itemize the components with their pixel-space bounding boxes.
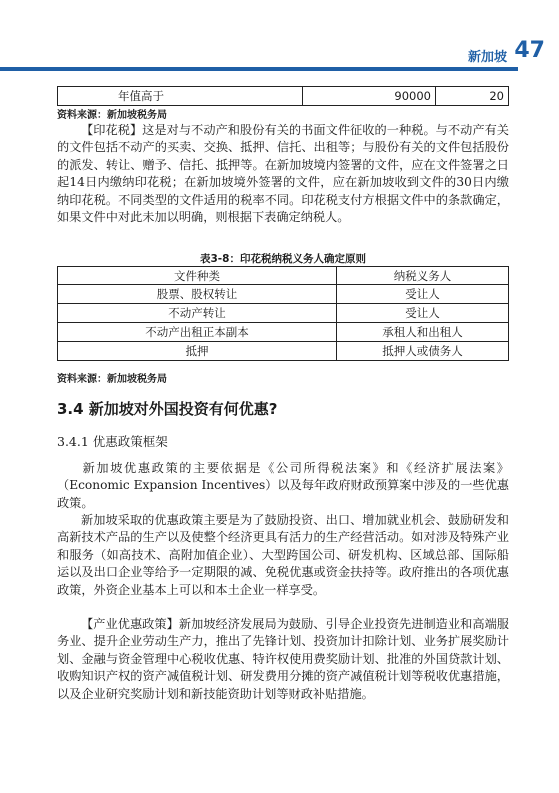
paragraph-policy-goals: [57, 512, 509, 599]
source-note: 资料来源：新加坡税务局: [57, 110, 167, 121]
chapter-title: 新加坡: [467, 50, 507, 65]
table-cell-value: 90000: [303, 87, 436, 106]
table-cell: 不动产转让: [58, 304, 337, 323]
table-cell: 承租人和出租人: [337, 323, 509, 342]
table-row: [58, 304, 509, 323]
section-heading: 3.4 新加坡对外国投资有何优惠?: [57, 400, 278, 418]
paragraph-text: 新加坡采取的优惠政策主要是为了鼓励投资、出口、增加就业机会、鼓励研发和高新技术产品的生产以及使整个经济更具有活力的生产经营活动。如对涉及特殊产业和服务（如高技术、高附加值企业）、大型跨国公司、研发机构、区域总部、国际船运以及出口企业等给予一定期限的减、免税优惠或资金扶持等。政府推出的各项优惠政策，外资企业基本上可以和本土企业一样享受。: [57, 513, 509, 597]
stamp-duty-paragraph: [57, 122, 509, 226]
page-number: 47: [514, 38, 545, 63]
table-cell: 抵押人或债务人: [337, 342, 509, 361]
table-header-cell: 文件种类: [58, 267, 337, 285]
paragraph-industry-incentives: [57, 616, 509, 703]
table-cell: 不动产出租正本副本: [58, 323, 337, 342]
table-header-cell: 纳税义务人: [337, 267, 509, 285]
paragraph-text: 【印花税】这是对与不动产和股份有关的书面文件征收的一种税。与不动产有关的文件包括不动产的买卖、交换、抵押、信托、出租等；与股份有关的文件包括股份的派发、转让、赠予、信托、抵押等。在新加坡境内签署的文件，应在文件签署之日起14日内缴纳印花税；在新加坡境外签署的文件，应在新加坡收到文件的30日内缴纳印花税。不同类型的文件适用的税率不同。印花税支付方根据文件中的条款确定，如果文件中对此未加以明确，则根据下表确定纳税人。: [57, 123, 509, 225]
table-caption: 表3-8：印花税纳税义务人确定原则: [200, 253, 366, 265]
table-cell: 股票、股权转让: [58, 285, 337, 304]
table-row: [58, 87, 509, 106]
subsection-heading: 3.4.1 优惠政策框架: [57, 434, 168, 449]
table-header-row: [58, 267, 509, 285]
table-row: [58, 285, 509, 304]
table-cell: 受让人: [337, 285, 509, 304]
paragraph-policy-basis: [57, 460, 509, 512]
table-cell: 抵押: [58, 342, 337, 361]
table-row: [58, 342, 509, 361]
header-rule: [0, 67, 518, 71]
table-row: [58, 323, 509, 342]
table-cell-label: 年值高于: [58, 87, 303, 106]
paragraph-text: 新加坡优惠政策的主要依据是《公司所得税法案》和《经济扩展法案》（Economic Expansion Incentives）以及每年政府财政预算案中涉及的一些优惠政策。: [57, 461, 509, 510]
table-cell: 受让人: [337, 304, 509, 323]
table-cell-rate: 20: [436, 87, 509, 106]
stamp-duty-table: [57, 266, 509, 361]
paragraph-text: 【产业优惠政策】新加坡经济发展局为鼓励、引导企业投资先进制造业和高端服务业、提升企业劳动生产力，推出了先锋计划、投资加计扣除计划、业务扩展奖励计划、金融与资金管理中心税收优惠、特许权使用费奖励计划、批准的外国贷款计划、收购知识产权的资产减值税计划、研发费用分摊的资产减值税计划等税收优惠措施，以及企业研究奖励计划和新技能资助计划等财政补贴措施。: [57, 617, 509, 701]
tax-rate-table-tail: [57, 86, 509, 106]
source-note: 资料来源：新加坡税务局: [57, 374, 167, 385]
